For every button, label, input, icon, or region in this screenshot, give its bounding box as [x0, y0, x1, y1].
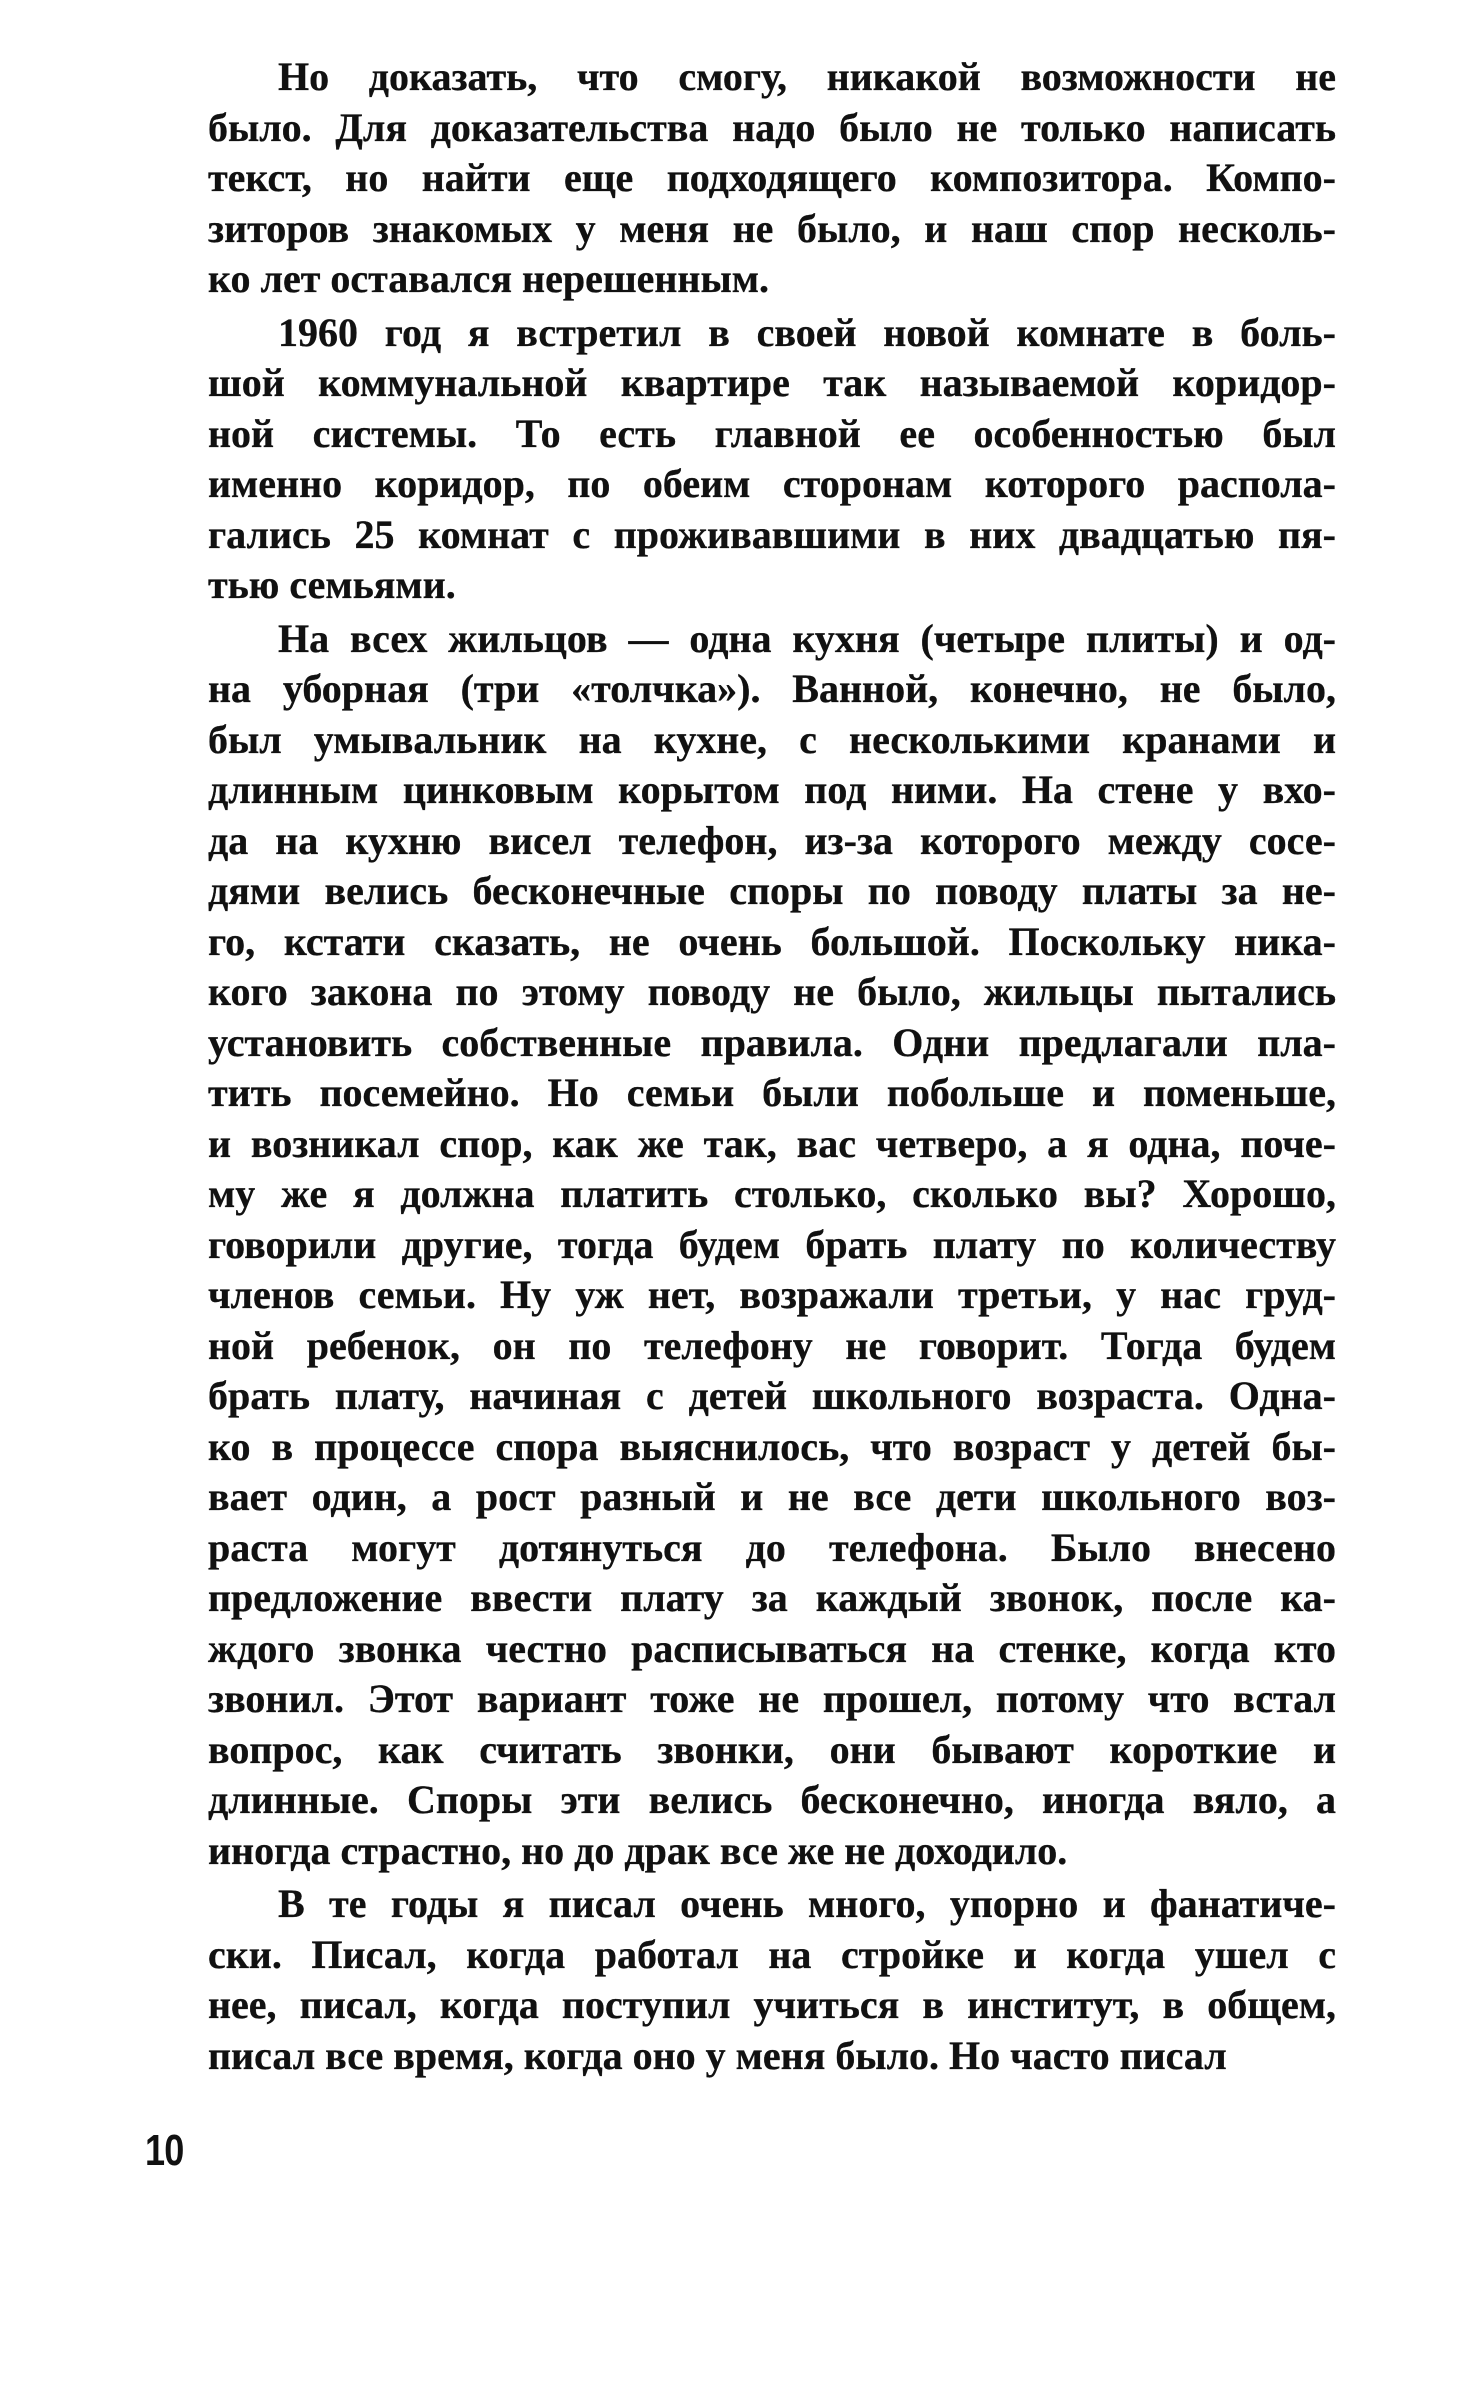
text-line: иногда страстно, но до драк все же не доходило. [208, 1827, 1068, 1873]
text-line: В те годы я писал очень много, упорно и фанатиче- [278, 1881, 1336, 1926]
text-line: нее, писал, когда поступил учиться в институт, в общем, [208, 1982, 1336, 2027]
text-line: предложение ввести плату за каждый звонок, после ка- [208, 1575, 1336, 1620]
text-line: ждого звонка честно расписываться на стенке, когда кто [208, 1625, 1336, 1671]
text-line: было. Для доказательства надо было не только написать [208, 104, 1336, 150]
paragraph [208, 1879, 1336, 2081]
text-line: да на кухню висел телефон, из-за которого между сосе- [208, 817, 1336, 863]
text-line: установить собственные правила. Одни предлагали пла- [208, 1019, 1336, 1065]
paragraph [208, 308, 1336, 611]
paragraph [208, 614, 1336, 1877]
text-line: и возникал спор, как же так, вас четверо, а я одна, поче- [208, 1120, 1336, 1166]
text-line: кого закона по этому поводу не было, жильцы пытались [208, 969, 1336, 1014]
text-line: тить посемейно. Но семьи были побольше и поменьше, [208, 1070, 1336, 1115]
text-line: длинным цинковым корытом под ними. На стене у вхо- [208, 767, 1336, 812]
text-line: звонил. Этот вариант тоже не прошел, потому что встал [208, 1676, 1336, 1721]
text-line: длинные. Споры эти велись бесконечно, иногда вяло, а [208, 1777, 1336, 1822]
body-text [208, 52, 1336, 2081]
text-line: На всех жильцов — одна кухня (четыре плиты) и од- [278, 615, 1336, 661]
text-line: ко лет оставался нерешенным. [208, 256, 769, 301]
text-line: шой коммунальной квартире так называемой коридор- [208, 360, 1336, 405]
text-line: на уборная (три «толчка»). Ванной, конечно, не было, [208, 666, 1336, 711]
text-line: Но доказать, что смогу, никакой возможности не [278, 54, 1336, 99]
text-line: ко в процессе спора выяснилось, что возраст у детей бы- [208, 1423, 1336, 1469]
text-line: ной ребенок, он по телефону не говорит. Тогда будем [208, 1322, 1336, 1368]
text-line: вает один, а рост разный и не все дети школьного воз- [208, 1474, 1336, 1519]
paragraph [208, 52, 1336, 305]
text-line: брать плату, начиная с детей школьного возраста. Одна- [208, 1373, 1336, 1418]
text-line: гались 25 комнат с проживавшими в них двадцатью пя- [208, 511, 1336, 557]
text-line: му же я должна платить столько, сколько вы? Хорошо, [208, 1171, 1336, 1216]
text-line: ски. Писал, когда работал на стройке и когда ушел с [208, 1931, 1336, 1977]
page-number: 10 [145, 2126, 184, 2175]
text-line: ной системы. То есть главной ее особенностью был [208, 410, 1336, 456]
text-line: раста могут дотянуться до телефона. Было внесено [208, 1524, 1336, 1570]
text-line: писал все время, когда оно у меня было. Но часто писал [208, 2032, 1227, 2078]
text-line: зиторов знакомых у меня не было, и наш спор несколь- [208, 205, 1336, 251]
text-line: текст, но найти еще подходящего композитора. Компо- [208, 155, 1336, 200]
text-line: 1960 год я встретил в своей новой комнате в боль- [278, 309, 1336, 355]
text-line: говорили другие, тогда будем брать плату по количеству [208, 1221, 1336, 1267]
text-line: именно коридор, по обеим сторонам которого распола- [208, 461, 1336, 506]
text-line: тью семьями. [208, 562, 456, 607]
text-line: был умывальник на кухне, с несколькими кранами и [208, 716, 1336, 762]
text-line: членов семьи. Ну уж нет, возражали третьи, у нас груд- [208, 1272, 1336, 1317]
text-line: вопрос, как считать звонки, они бывают короткие и [208, 1726, 1336, 1772]
text-line: дями велись бесконечные споры по поводу платы за не- [208, 868, 1336, 913]
text-line: го, кстати сказать, не очень большой. Поскольку ника- [208, 918, 1336, 964]
